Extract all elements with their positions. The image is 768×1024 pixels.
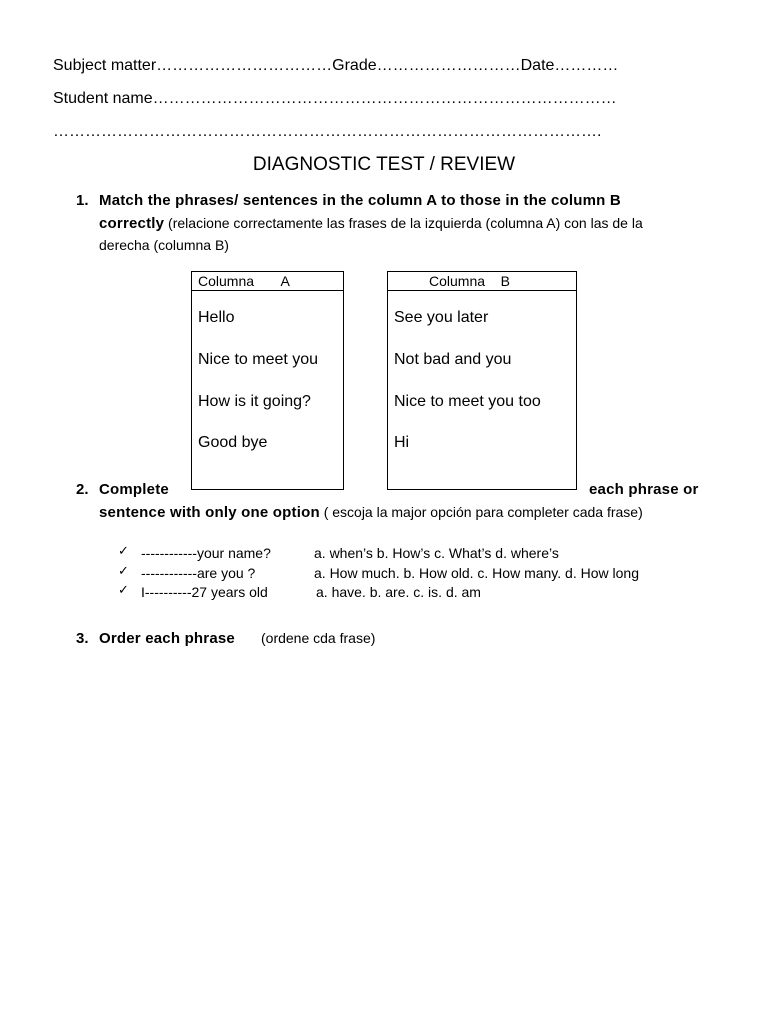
q1-number: 1. <box>76 192 89 209</box>
q2-item-options: a. have. b. are. c. is. d. am <box>316 584 481 600</box>
q2-instruction-right: each phrase or <box>589 481 699 498</box>
q1-note-line2: derecha (columna B) <box>99 237 229 253</box>
column-b-item: Hi <box>394 434 410 451</box>
q2-number: 2. <box>76 481 89 498</box>
q2-item-prompt: I----------27 years old <box>141 584 268 600</box>
q2-item-prompt: ------------your name? <box>141 545 271 561</box>
column-b-header: Columna B <box>388 272 576 291</box>
q3-instruction-bold: Order each phrase <box>99 630 235 647</box>
column-a-box <box>191 271 344 490</box>
q1-instruction-bold: correctly <box>99 215 165 232</box>
q2-instruction-line2 <box>99 504 643 522</box>
q2-item-prompt: ------------are you ? <box>141 565 256 581</box>
page-title: DIAGNOSTIC TEST / REVIEW <box>252 154 516 175</box>
column-b-box <box>387 271 577 490</box>
column-b-item: See you later <box>394 309 489 326</box>
column-b-item: Nice to meet you too <box>394 393 541 410</box>
subject-grade-date-line: Subject matter……………………………Grade………………………Date………… <box>53 57 619 74</box>
check-icon: ✓ <box>118 563 129 578</box>
column-a-item: Good bye <box>198 434 268 451</box>
column-a-item: Nice to meet you <box>198 351 319 368</box>
column-a-item: Hello <box>198 309 235 326</box>
column-a-header: Columna A <box>192 272 343 291</box>
q1-instruction-line2 <box>99 215 643 233</box>
student-name-line: Student name…………………………………………………………………………… <box>53 90 617 107</box>
q2-instruction-left: Complete <box>99 481 169 498</box>
q2-item-options: a. How much. b. How old. c. How many. d. How long <box>314 565 639 581</box>
q2-note: ( escoja la major opción para completer cada frase) <box>319 504 643 520</box>
check-icon: ✓ <box>118 582 129 597</box>
check-icon: ✓ <box>118 543 129 558</box>
column-b-item: Not bad and you <box>394 351 512 368</box>
column-a-item: How is it going? <box>198 393 311 410</box>
q2-item-options: a. when’s b. How’s c. What’s d. where’s <box>314 545 559 561</box>
q3-number: 3. <box>76 630 89 647</box>
q2-instruction-bold: sentence with only one option <box>99 504 320 521</box>
blank-dotted-line: …………………………………………………………………………………………. <box>53 123 602 140</box>
q1-note-line1: (relacione correctamente las frases de la izquierda (columna A) con las de la <box>164 215 643 231</box>
q1-instruction-line1: Match the phrases/ sentences in the column A to those in the column B <box>99 192 621 209</box>
q3-note: (ordene cda frase) <box>261 630 376 646</box>
